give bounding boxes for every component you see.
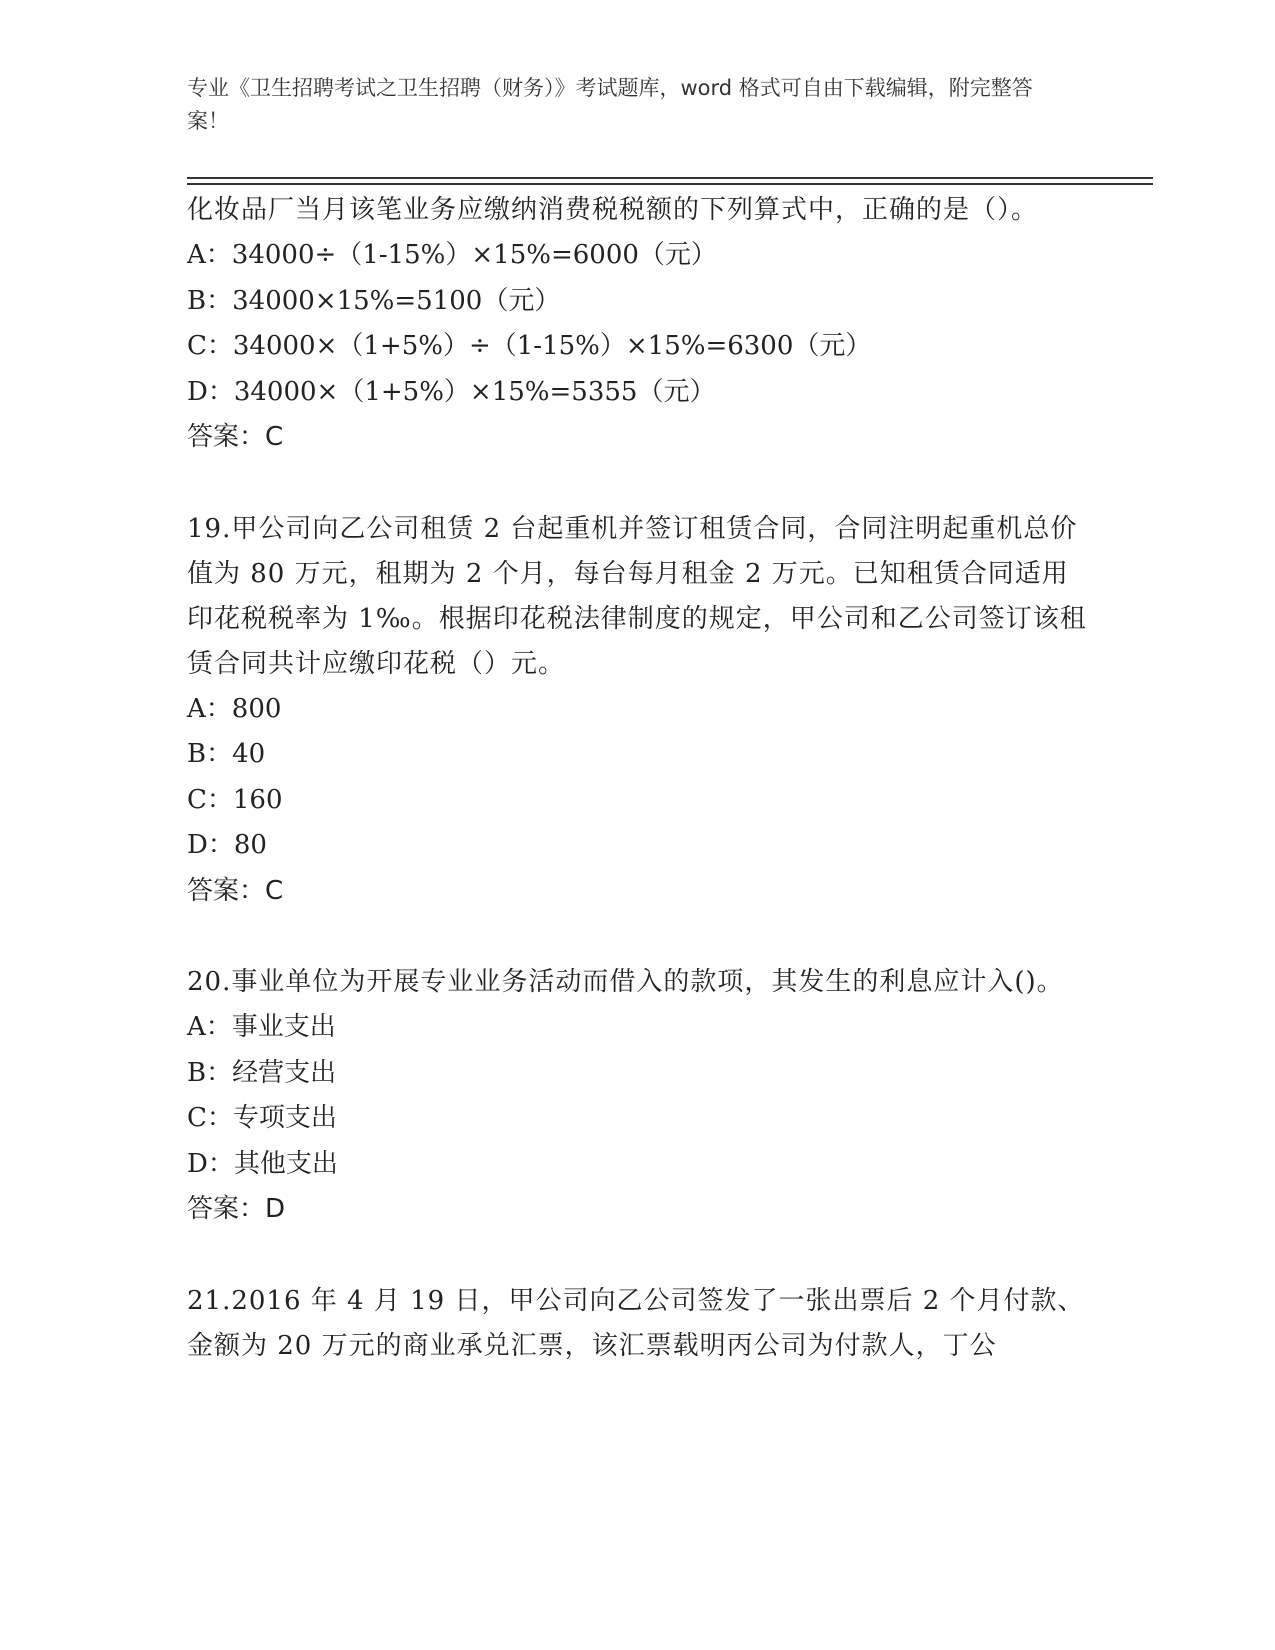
document-header: 专业《卫生招聘考试之卫生招聘（财务）》考试题库，word 格式可自由下载编辑，附完整答案！ [187, 76, 1033, 133]
option-a: A：事业支出 [187, 1012, 336, 1042]
option-c: C：34000×（1+5%）÷（1-15%）×15%=6300（元） [187, 331, 872, 361]
option-a: A：34000÷（1-15%）×15%=6000（元） [187, 240, 717, 270]
question-block [187, 960, 1087, 1233]
option-d: D：34000×（1+5%）×15%=5355（元） [187, 376, 716, 407]
option-b: B：40 [187, 739, 266, 769]
header-divider-top [187, 177, 1153, 179]
header-divider-bottom [187, 183, 1153, 185]
option-b: B：经营支出 [187, 1057, 337, 1088]
option-b: B：34000×15%=5100（元） [187, 285, 561, 316]
option-d: D：80 [187, 830, 267, 860]
option-d: D：其他支出 [187, 1148, 338, 1179]
question-text: 20.事业单位为开展专业业务活动而借入的款项，其发生的利息应计入()。 [187, 967, 1064, 997]
option-c: C：专项支出 [187, 1103, 337, 1133]
option-c: C：160 [187, 784, 283, 815]
question-text: 19.甲公司向乙公司租赁 2 台起重机并签订租赁合同，合同注明起重机总价值为 80 万元，租期为 2 个月，每台每月租金 2 万元。已知租赁合同适用印花税税率为 1‰。根据印花税法律制度的规定，甲公司和乙公司签订该租赁合同共计应缴印花税（）元。 [187, 513, 1087, 679]
question-block [187, 1279, 1087, 1369]
question-spacer [187, 1233, 1087, 1279]
question-spacer [187, 914, 1087, 960]
question-text: 21.2016 年 4 月 19 日，甲公司向乙公司签发了一张出票后 2 个月付款、金额为 20 万元的商业承兑汇票，该汇票载明丙公司为付款人，丁公 [187, 1285, 1085, 1361]
answer-line: 答案：C [187, 422, 284, 452]
question-block [187, 188, 1087, 461]
question-spacer [187, 461, 1087, 507]
question-list [187, 188, 1087, 1369]
option-a: A：800 [187, 693, 282, 724]
answer-line: 答案：C [187, 875, 284, 906]
answer-line: 答案：D [187, 1194, 286, 1224]
question-block [187, 507, 1087, 915]
question-text: 化妆品厂当月该笔业务应缴纳消费税税额的下列算式中，正确的是（）。 [187, 195, 1039, 225]
